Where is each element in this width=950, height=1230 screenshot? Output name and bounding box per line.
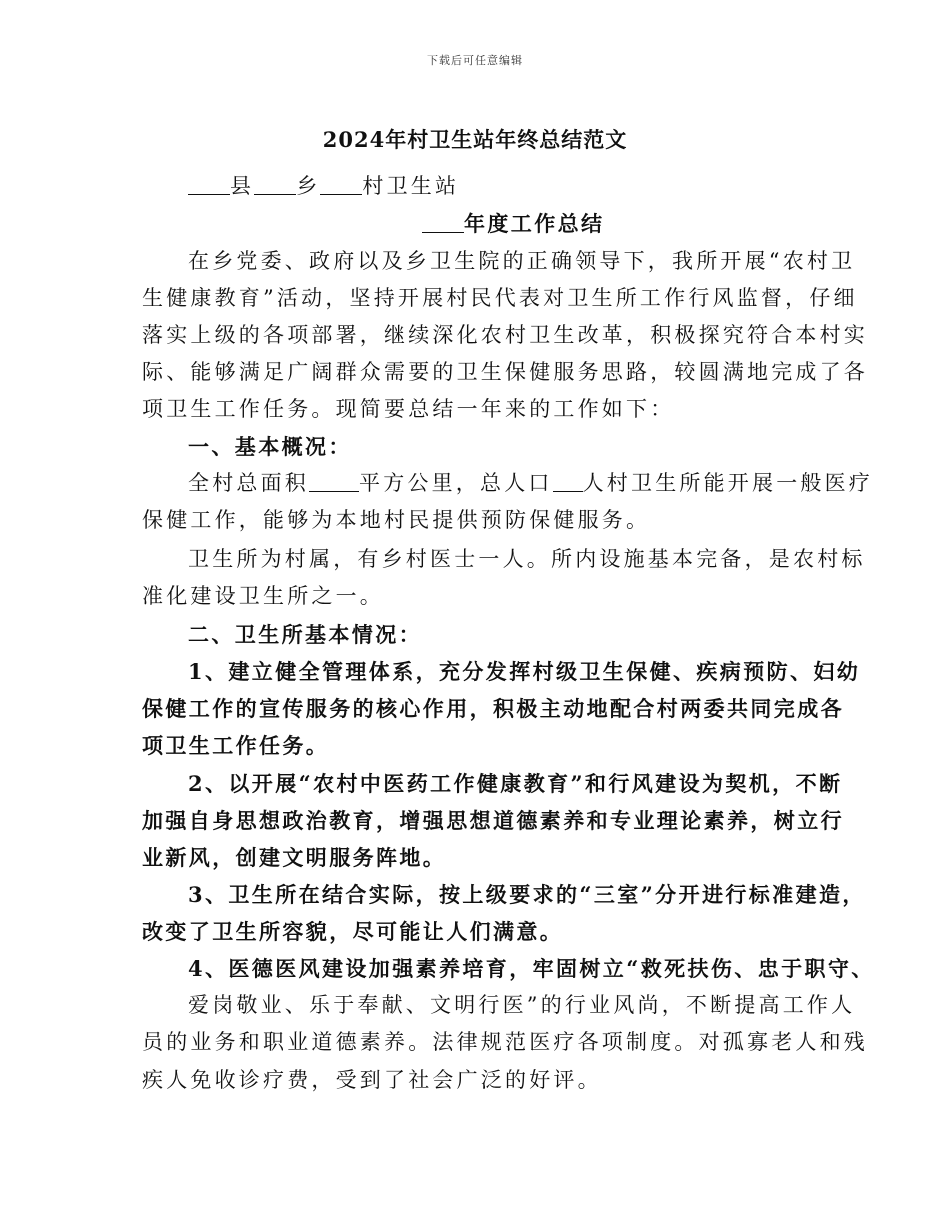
section-1-paragraph-2-line: 卫生所为村属，有乡村医士一人。所内设施基本完备，是农村标 — [188, 547, 866, 571]
intro-line: 际、能够满足广阔群众需要的卫生保健服务思路，较圆满地完成了各 — [142, 360, 868, 384]
intro-line: 生健康教育”活动，坚持开展村民代表对卫生所工作行风监督，仔细 — [142, 286, 858, 310]
item-4-line: 爱岗敬业、乐于奉献、文明行医”的行业风尚，不断提高工作人 — [188, 993, 856, 1017]
org-county: 县 — [230, 174, 255, 198]
item-1-line: 保健工作的宣传服务的核心作用，积极主动地配合村两委共同完成各 — [142, 696, 844, 721]
item-1-line: 1、建立健全管理体系，充分发挥村级卫生保健、疾病预防、妇幼 — [188, 659, 861, 684]
org-line — [188, 174, 459, 199]
org-village: 村卫生站 — [362, 174, 460, 198]
item-2-line: 2、以开展“农村中医药工作健康教育”和行风建设为契机，不断 — [188, 771, 843, 796]
section-1-paragraph-1: 全村总面积 平方公里，总人口 人村卫生所能开展一般医疗 — [188, 471, 874, 495]
item-2-line: 加强自身思想政治教育，增强思想道德素养和专业理论素养，树立行 — [142, 808, 844, 833]
item-3-line: 改变了卫生所容貌，尽可能让人们满意。 — [142, 919, 564, 944]
section-1-paragraph-2-line: 准化建设卫生所之一。 — [142, 584, 384, 608]
subtitle: 年度工作总结 — [422, 211, 604, 236]
item-3-line: 3、卫生所在结合实际，按上级要求的“三室”分开进行标准建造， — [188, 882, 866, 907]
item-4-heading-line: 4、医德医风建设加强素养培育，牢固树立“救死扶伤、忠于职守、 — [188, 956, 875, 981]
section-2-heading: 二、卫生所基本情况： — [188, 622, 422, 647]
intro-line: 在乡党委、政府以及乡卫生院的正确领导下，我所开展“农村卫 — [188, 249, 856, 273]
document-title: 2024年村卫生站年终总结范文 — [322, 127, 628, 152]
item-2-line: 业新风，创建文明服务阵地。 — [142, 845, 447, 870]
header-note: 下载后可任意编辑 — [427, 54, 523, 67]
intro-line: 落实上级的各项部署，继续深化农村卫生改革，积极探究符合本村实 — [142, 323, 868, 347]
org-township: 乡 — [296, 174, 321, 198]
section-1-paragraph-1-line-2: 保健工作，能够为本地村民提供预防保健服务。 — [142, 508, 651, 532]
item-4-line: 员的业务和职业道德素养。法律规范医疗各项制度。对孤寡老人和残 — [142, 1030, 868, 1054]
intro-line: 项卫生工作任务。现简要总结一年来的工作如下： — [142, 397, 675, 421]
item-4-line: 疾人免收诊疗费，受到了社会广泛的好评。 — [142, 1068, 602, 1092]
item-1-line: 项卫生工作任务。 — [142, 733, 330, 758]
section-1-heading: 一、基本概况： — [188, 434, 352, 459]
